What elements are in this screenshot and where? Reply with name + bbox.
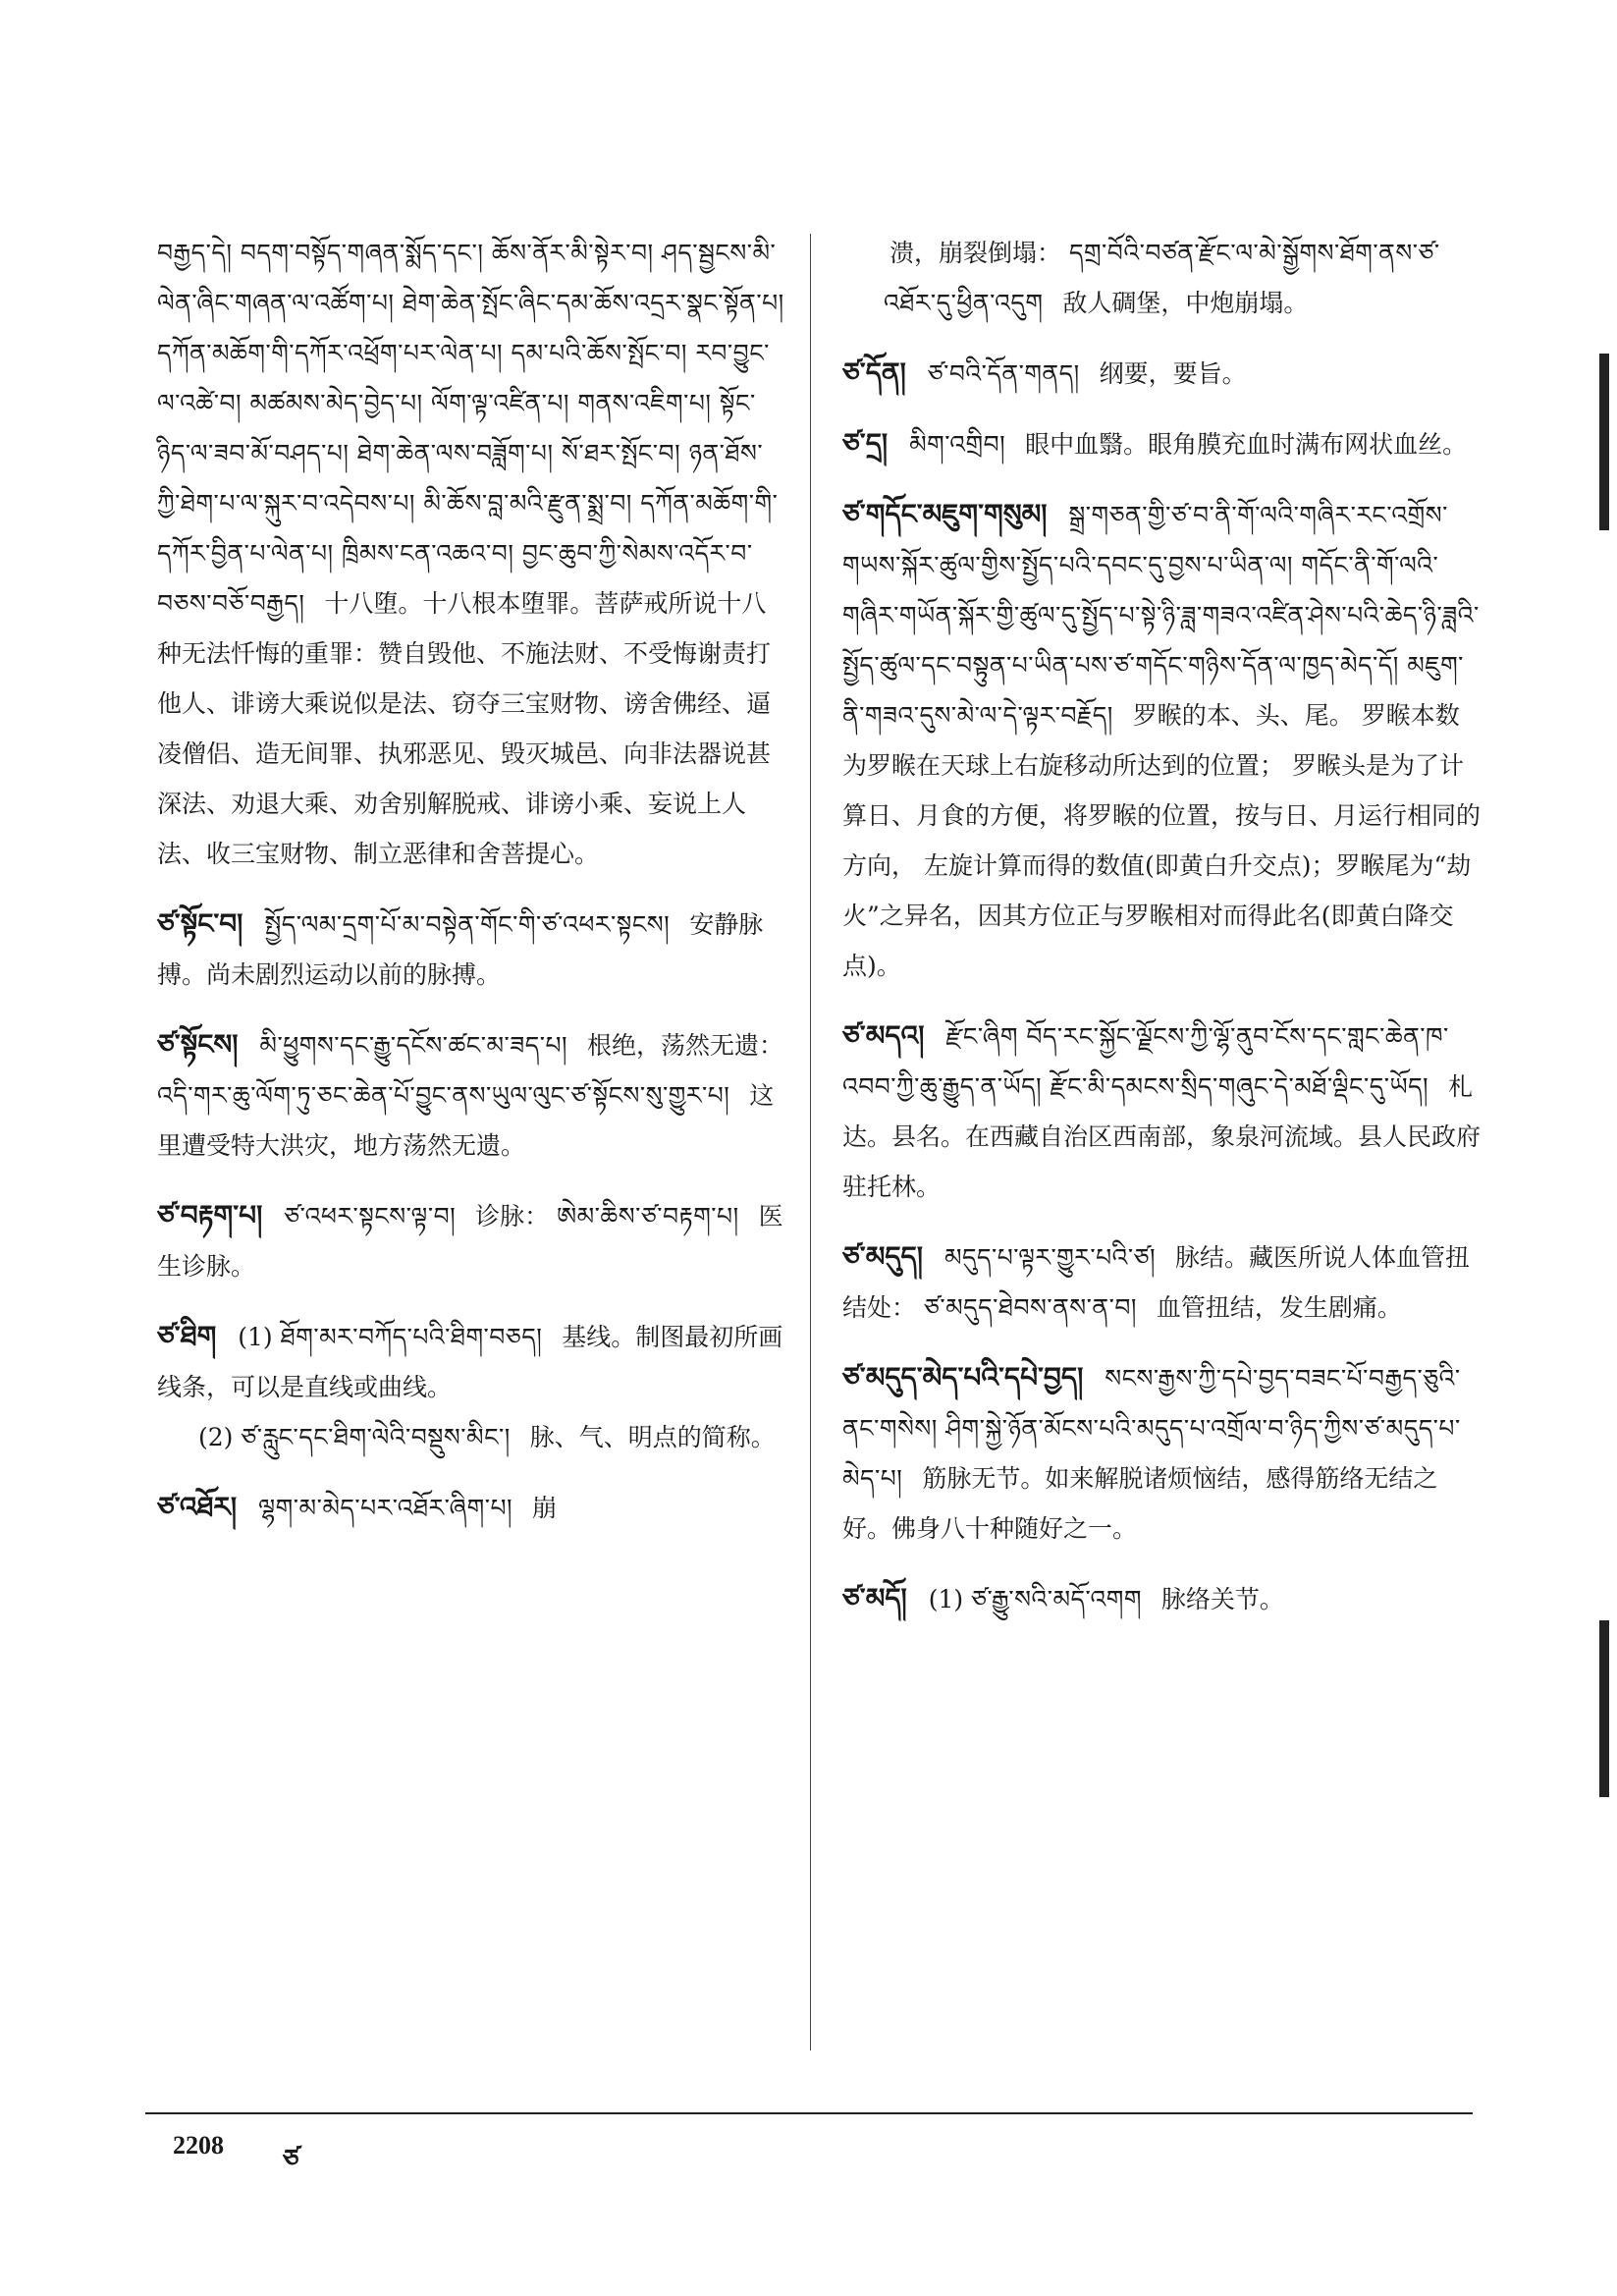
dictionary-entry	[157, 1482, 785, 1533]
sense-two	[157, 1412, 785, 1462]
definition-tibetan: མདུད་པ་ལྟར་གྱུར་པའི་ཙ།	[943, 1243, 1157, 1272]
headword: ཙ་འཐོར།	[157, 1491, 238, 1523]
definition-chinese: 十八堕。十八根本堕罪。菩萨戒所说十八种无法忏悔的重罪：赞自毁他、不施法财、不受悔谢责打他人、诽谤大乘说似是法、窃夺三宝财物、谤舍佛经、逼凌僧侣、造无间罪、执邪恶见、毁灭城邑、向非法器说甚深法、劝退大乘、劝舍别解脱戒、诽谤小乘、妄说上人法、收三宝财物、制立恶律和舍菩提心。	[157, 589, 772, 868]
definition-chinese: 眼中血翳。眼角膜充血时满布网状血丝。	[1025, 430, 1468, 459]
definition-tibetan: བརྒྱད་དེ། བདག་བསྟོད་གཞན་སྨོད་དང་། ཆོས་ནོར་མི་སྟེར་བ། ཤད་སྦྱངས་མི་ལེན་ཞིང་གཞན་ལ་འཚོག་པ། ཐེག་ཆེན་སྤོང་ཞིང་དམ་ཆོས་འདྲར་སྣང་སྟོན་པ། དཀོན་མཆོག་གི་དཀོར་འཕྲོག་པར་ལེན་པ། དམ་པའི་ཆོས་སྤོང་བ། རབ་བྱུང་ལ་འཚེ་བ། མཚམས་མེད་བྱེད་པ། ལོག་ལྟ་འཛིན་པ། གནས་འཇིག་པ། སྟོང་ཉིད་ལ་ཟབ་མོ་བཤད་པ། ཐེག་ཆེན་ལས་བཟློག་པ། སོ་ཐར་སྤོང་བ། ཉན་ཐོས་ཀྱི་ཐེག་པ་ལ་སྐུར་བ་འདེབས་པ། མི་ཆོས་བླ་མའི་རྫུན་སྨྲ་བ། དཀོན་མཆོག་གི་དཀོར་བྱིན་པ་ལེན་པ། ཁྲིམས་ངན་འཆའ་བ། བྱང་ཆུབ་ཀྱི་སེམས་འདོར་བ་བཅས་བཅོ་བརྒྱད།	[157, 239, 784, 618]
example-chinese: 医生诊脉。	[157, 1202, 783, 1281]
definition-tibetan: ཙ་རླུང་དང་ཐིག་ལེའི་བསྡུས་མིང་།	[241, 1423, 511, 1451]
definition-chinese: 脉络关节。	[1160, 1585, 1284, 1613]
page-number: 2208	[173, 2131, 224, 2159]
definition-tibetan: སྤྱོད་ལམ་དྲག་པོ་མ་བསྟེན་གོང་གི་ཙ་འཕར་སྟངས།	[264, 910, 671, 939]
headword: ཙ་བརྟག་པ།	[157, 1199, 263, 1231]
example-chinese: 敌人碉堡，中炮崩塌。	[1062, 289, 1309, 317]
dictionary-entry	[842, 1231, 1481, 1333]
definition-tibetan: ལྷག་མ་མེད་པར་འཐོར་ཞིག་པ།	[258, 1494, 513, 1522]
headword: ཙ་དོན།	[842, 356, 906, 389]
definition-chinese: 诊脉：	[475, 1202, 550, 1230]
definition-chinese: 脉、气、明点的简称。	[529, 1423, 776, 1451]
example-chinese: 这里遭受特大洪灾，地方荡然无遗。	[157, 1081, 775, 1160]
headword: ཙ་གདོང་མཇུག་གསུམ།	[842, 498, 1048, 530]
dictionary-entry	[842, 418, 1481, 469]
definition-chinese: 筋脉无节。如来解脱诸烦恼结，感得筋络无结之好。佛身八十种随好之一。	[842, 1464, 1438, 1543]
example-tibetan: ཙ་མདུད་ཐེབས་ནས་ན་བ།	[923, 1293, 1137, 1322]
definition-chinese: 崩	[532, 1494, 558, 1522]
headword: ཙ་དྲ།	[842, 427, 889, 460]
headword: ཙ་མདོ།	[842, 1582, 907, 1614]
sense-marker: (1)	[928, 1585, 964, 1613]
definition-tibetan: སངས་རྒྱས་ཀྱི་དཔེ་བྱད་བཟང་པོ་བརྒྱད་ཅུའི་ནང་གསེས། ཤིག་སྐྱེ་ཉོན་མོངས་པའི་མདུད་པ་འགྲོལ་བ་ཉིད་ཀྱིས་ཙ་མདུད་པ་མེད་པ།	[842, 1364, 1461, 1493]
definition-tibetan: སྒྲ་གཅན་གྱི་ཙ་བ་ནི་གོ་ལའི་གཞིར་རང་འགྲོས་གཡས་སྐོར་ཚུལ་གྱིས་སྤྱོད་པའི་དབང་དུ་བྱས་པ་ཡིན་ལ། གདོང་ནི་གོ་ལའི་གཞིར་གཡོན་སྐོར་གྱི་ཚུལ་དུ་སྤྱོད་པ་སྟེ་ཉི་ཟླ་གཟའ་འཛིན་ཤེས་པའི་ཆེད་ཉི་ཟླའི་སྤྱོད་ཚུལ་དང་བསྟུན་པ་ཡིན་པས་ཙ་གདོང་གཉིས་དོན་ལ་ཁྱད་མེད་དོ། མཇུག་ནི་གཟའ་དུས་མེ་ལ་དེ་ལྟར་བརྗོད།	[842, 501, 1480, 730]
dictionary-entry	[842, 1011, 1481, 1212]
headword: ཙ་མདུད།	[842, 1240, 923, 1273]
example-tibetan: འདི་གར་ཆུ་ལོག་ཏུ་ཅང་ཆེན་པོ་བྱུང་ནས་ཡུལ་ལུང་ཙ་སྟོངས་སུ་གྱུར་པ།	[157, 1081, 730, 1110]
footer-rule	[145, 2112, 1473, 2114]
definition-chinese: 脉结。藏医所说人体血管扭结处：	[842, 1243, 1471, 1322]
definition-chinese: 溃，崩裂倒塌：	[889, 239, 1062, 267]
dictionary-entry	[842, 1573, 1481, 1624]
dictionary-entry	[842, 348, 1481, 399]
column-divider	[810, 234, 811, 2050]
definition-chinese: 安静脉搏。尚未剧烈运动以前的脉搏。	[157, 910, 764, 989]
example-tibetan: ཨེམ་ཆིས་ཙ་བརྟག་པ།	[557, 1202, 739, 1230]
headword: ཙ་སྟོངས།	[157, 1028, 239, 1061]
sense-marker: (2)	[198, 1423, 234, 1451]
dictionary-entry	[842, 1352, 1481, 1554]
definition-tibetan: ཐོག་མར་བཀོད་པའི་ཐིག་བཅད།	[280, 1323, 543, 1351]
definition-chinese: 基线。制图最初所画线条，可以是直线或曲线。	[157, 1323, 783, 1401]
example-chinese: 血管扭结，发生剧痛。	[1156, 1293, 1402, 1322]
definition-chinese: 札达。县名。在西藏自治区西南部，象泉河流域。县人民政府驻托林。	[842, 1072, 1482, 1201]
definition-chinese: 罗睺的本、头、尾。 罗睺本数为罗睺在天球上右旋移动所达到的位置； 罗睺头是为了计算日、月食的方便，将罗睺的位置，按与日、月运行相同的方向， 左旋计算而得的数值(即黄白升交点)；罗睺尾为“劫火”之异名，因其方位正与罗睺相对而得此名(即黄白降交点)。	[842, 701, 1482, 980]
dictionary-entry	[157, 1190, 785, 1291]
definition-chinese: 纲要，要旨。	[1099, 359, 1247, 388]
definition-tibetan: ཙ་འཕར་སྟངས་ལྟ་བ།	[284, 1202, 457, 1230]
entry-continued	[842, 228, 1481, 328]
definition-tibetan: ཙ་རྒྱུ་སའི་མདོ་འགག	[971, 1585, 1142, 1613]
definition-tibetan: རྫོང་ཞིག བོད་རང་སྐྱོང་ལྗོངས་ཀྱི་ལྷོ་ནུབ་ངོས་དང་གླང་ཆེན་ཁ་འབབ་ཀྱི་ཆུ་རྒྱུད་ན་ཡོད། རྫོང་མི་དམངས་སྲིད་གཞུང་དེ་མཐོ་ལྡིང་དུ་ཡོད།	[842, 1022, 1449, 1101]
headword: ཙ་ཐིག	[157, 1320, 217, 1352]
edge-scan-mark	[1599, 1620, 1609, 1797]
example-tibetan: དགྲ་བོའི་བཙན་རྫོང་ལ་མེ་སྒྱོགས་ཐོག་ནས་ཙ་འཐོར་དུ་ཕྱིན་འདུག	[884, 239, 1440, 317]
definition-tibetan: མི་ཕྱུགས་དང་རྒྱུ་དངོས་ཚང་མ་ཟད་པ།	[259, 1031, 568, 1060]
dictionary-entry	[157, 899, 785, 1000]
headword: ཙ་སྟོང་བ།	[157, 907, 243, 940]
headword: ཙ་མདའ།	[842, 1019, 925, 1052]
definition-tibetan: མིག་འགྲིབ།	[909, 430, 1006, 459]
dictionary-entry	[842, 489, 1481, 991]
sense-marker: (1)	[238, 1323, 273, 1351]
entry-continued	[157, 228, 785, 879]
dictionary-entry	[157, 1311, 785, 1462]
dictionary-entry	[157, 1019, 785, 1171]
left-column	[157, 228, 785, 1553]
definition-tibetan: ཙ་བའི་དོན་གནད།	[927, 359, 1080, 388]
headword: ཙ་མདུད་མེད་པའི་དཔེ་བྱད།	[842, 1361, 1084, 1394]
running-letter: ཙ	[283, 2145, 299, 2174]
edge-scan-mark	[1599, 354, 1609, 530]
right-column	[842, 228, 1481, 1644]
definition-chinese: 根绝，荡然无遗：	[587, 1031, 784, 1060]
